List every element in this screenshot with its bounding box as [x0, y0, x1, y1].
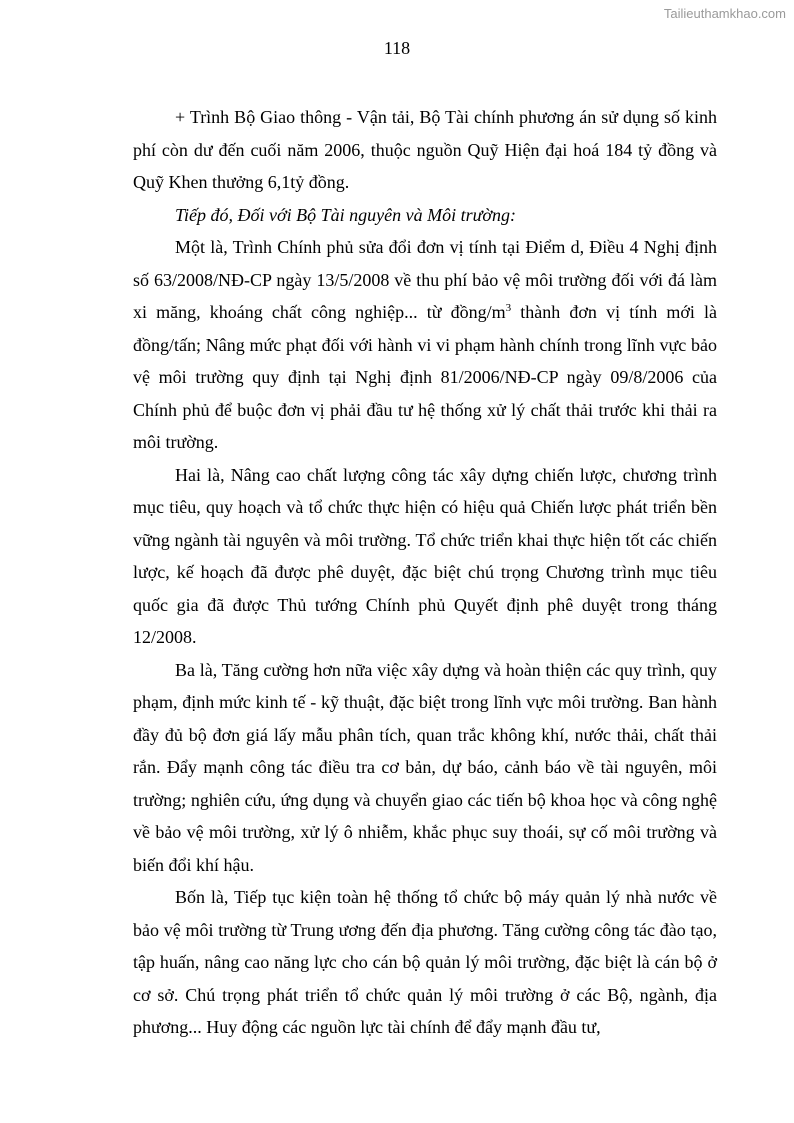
- paragraph-point-two: Hai là, Nâng cao chất lượng công tác xây dựng chiến lược, chương trình mục tiêu, quy hoạch và tổ chức thực hiện có hiệu quả Chiến lược phát triển bền vững ngành tài nguyên và môi trường. Tổ chức triển khai thực hiện tốt các chiến lược, kế hoạch đã được phê duyệt, đặc biệt chú trọng Chương trình mục tiêu quốc gia đã được Thủ tướng Chính phủ Quyết định phê duyệt trong tháng 12/2008.: [133, 464, 717, 647]
- document-body: [133, 101, 717, 1044]
- paragraph-point-one-text-a: Một là, Trình Chính phủ sửa đổi đơn vị tính tại Điểm d, Điều 4 Nghị định số 63/2008/NĐ-CP ngày 13/5/2008 về thu phí bảo vệ môi trường đối với đá làm xi măng, khoáng chất công nghiệp... từ đồng/m: [133, 237, 717, 322]
- paragraph-point-one: [133, 231, 717, 459]
- paragraph-point-one-text-b: thành đơn vị tính mới là đồng/tấn; Nâng mức phạt đối với hành vi vi phạm hành chính trong lĩnh vực bảo vệ môi trường quy định tại Nghị định 81/2006/NĐ-CP ngày 09/8/2006 của Chính phủ để buộc đơn vị phải đầu tư hệ thống xử lý chất thải trước khi thải ra môi trường.: [133, 302, 717, 452]
- paragraph-point-four: Bốn là, Tiếp tục kiện toàn hệ thống tổ chức bộ máy quản lý nhà nước về bảo vệ môi trường từ Trung ương đến địa phương. Tăng cường công tác đào tạo, tập huấn, nâng cao năng lực cho cán bộ quản lý môi trường, đặc biệt là cán bộ ở cơ sở. Chú trọng phát triển tổ chức quản lý môi trường ở các Bộ, ngành, địa phương... Huy động các nguồn lực tài chính để đẩy mạnh đầu tư,: [133, 887, 717, 1037]
- paragraph-section-heading: Tiếp đó, Đối với Bộ Tài nguyên và Môi trường:: [175, 204, 516, 225]
- page-number: 118: [383, 38, 411, 58]
- paragraph-point-three: Ba là, Tăng cường hơn nữa việc xây dựng và hoàn thiện các quy trình, quy phạm, định mức kinh tế - kỹ thuật, đặc biệt trong lĩnh vực môi trường. Ban hành đầy đủ bộ đơn giá lấy mẫu phân tích, quan trắc không khí, nước thải, chất thải rắn. Đẩy mạnh công tác điều tra cơ bản, dự báo, cảnh báo về tài nguyên, môi trường; nghiên cứu, ứng dụng và chuyển giao các tiến bộ khoa học và công nghệ về bảo vệ môi trường, xử lý ô nhiễm, khắc phục suy thoái, sự cố môi trường và biến đổi khí hậu.: [133, 659, 717, 875]
- paragraph-budget-proposal: + Trình Bộ Giao thông - Vận tải, Bộ Tài chính phương án sử dụng số kinh phí còn dư đến cuối năm 2006, thuộc nguồn Quỹ Hiện đại hoá 184 tỷ đồng và Quỹ Khen thưởng 6,1tỷ đồng.: [133, 107, 717, 192]
- superscript-cubic: 3: [505, 302, 512, 314]
- watermark-text: Tailieuthamkhao.com: [663, 6, 786, 21]
